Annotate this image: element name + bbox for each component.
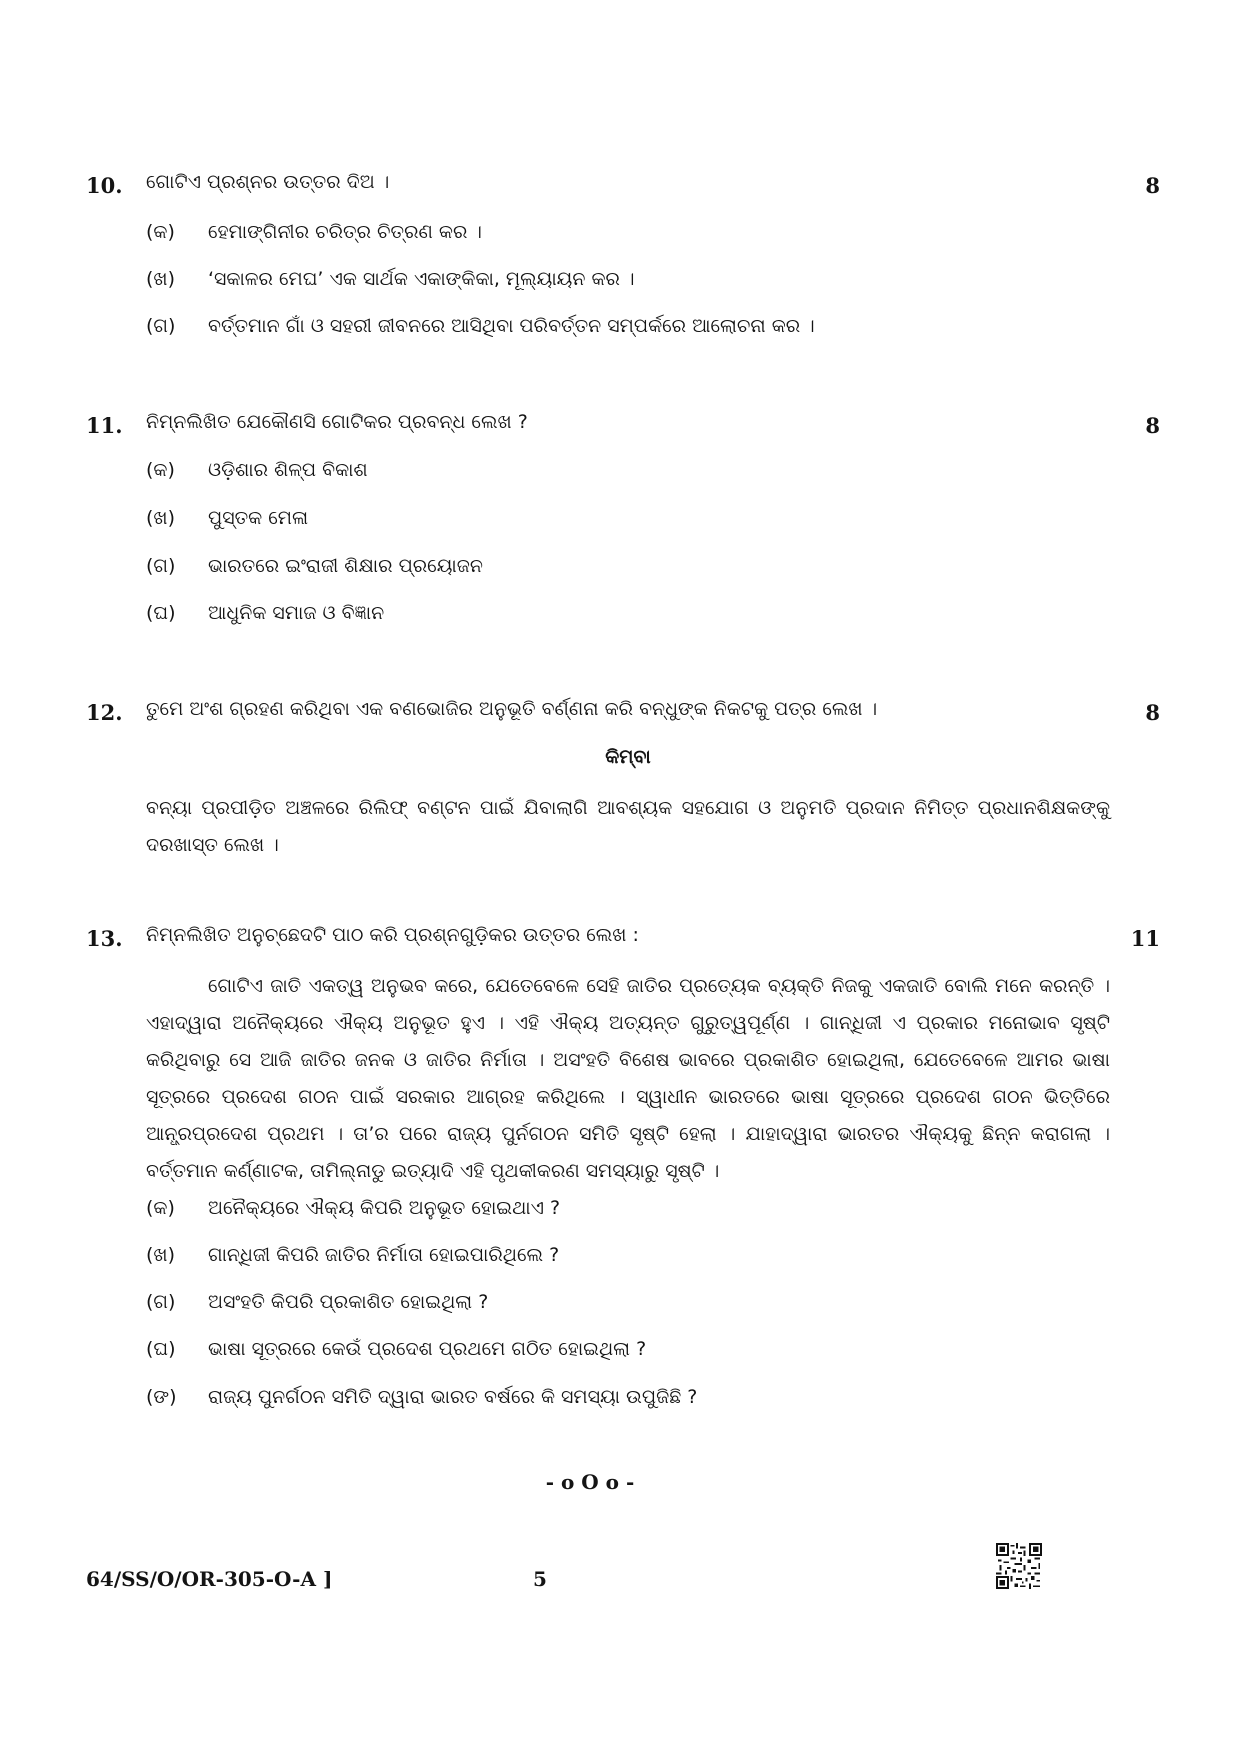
option-text: ଅନୈକ୍ୟରେ ଐକ୍ୟ କିପରି ଅନୁଭୂତ ହୋଇଥାଏ ? xyxy=(208,1197,561,1219)
q13-marks: 11 xyxy=(1130,926,1160,951)
q11-text: ନିମ୍ନଲିଖିତ ଯେକୌଣସି ଗୋଟିକର ପ୍ରବନ୍ଧ ଲେଖ ? xyxy=(146,411,528,433)
q13-number: 13. xyxy=(86,926,123,951)
q11-marks: 8 xyxy=(1145,413,1160,438)
option-label: (ଗ) xyxy=(146,555,176,577)
option-text: ହେମାଙ୍ଗିନୀର ଚରିତ୍ର ଚିତ୍ରଣ କର । xyxy=(208,221,482,243)
option-text: ବର୍ତ୍ତମାନ ଗାଁ ଓ ସହରୀ ଜୀବନରେ ଆସିଥିବା ପରିବର୍ତ୍ତନ ସମ୍ପର୍କରେ ଆଲୋଚନା କର । xyxy=(208,315,815,337)
q11-option xyxy=(146,459,368,481)
q11-option xyxy=(146,602,384,624)
q12-marks: 8 xyxy=(1145,700,1160,725)
option-text: ଓଡ଼ିଶାର ଶିଳ୍ପ ବିକାଶ xyxy=(208,459,368,481)
option-label: (ଗ) xyxy=(146,315,176,337)
q10-marks: 8 xyxy=(1145,173,1160,198)
option-text: ‘ସକାଳର ମେଘ’ ଏକ ସାର୍ଥକ ଏକାଙ୍କିକା, ମୂଲ୍ୟାୟନ କର । xyxy=(208,268,635,290)
q13-text: ନିମ୍ନଲିଖିତ ଅନୁଚ୍ଛେଦଟି ପାଠ କରି ପ୍ରଶ୍ନଗୁଡ଼ିକର ଉତ୍ତର ଲେଖ : xyxy=(146,924,639,946)
q12-alternative-text: ବନ୍ୟା ପ୍ରପୀଡ଼ିତ ଅଞ୍ଚଳରେ ରିଲିଫ୍ ବଣ୍ଟନ ପାଇଁ ଯିବାଲାଗି ଆବଶ୍ୟକ ସହଯୋଗ ଓ ଅନୁମତି ପ୍ରଦାନ ନିମିତ୍ତ ପ୍ରଧାନଶିକ୍ଷକଙ୍କୁ ଦରଖାସ୍ତ ଲେଖ । xyxy=(146,797,1110,856)
option-label: (କ) xyxy=(146,1197,175,1219)
q12-number: 12. xyxy=(86,700,123,725)
or-label: କିମ୍ବା xyxy=(605,746,651,768)
q11-number: 11. xyxy=(86,413,123,438)
page-number: 5 xyxy=(533,1567,547,1591)
q13-option xyxy=(146,1197,560,1219)
option-text: ରାଜ୍ୟ ପୁନର୍ଗଠନ ସମିତି ଦ୍ୱାରା ଭାରତ ବର୍ଷରେ କି ସମସ୍ୟା ଉପୁଜିଛି ? xyxy=(208,1386,698,1408)
q13-option xyxy=(146,1291,488,1313)
passage-text: ଗୋଟିଏ ଜାତି ଏକତ୍ୱ ଅନୁଭବ କରେ, ଯେତେବେଳେ ସେହି ଜାତିର ପ୍ରତ୍ୟେକ ବ୍ୟକ୍ତି ନିଜକୁ ଏକଜାତି ବୋଲି ମନେ କରନ୍ତି । ଏହାଦ୍ୱାରା ଅନୈକ୍ୟରେ ଐକ୍ୟ ଅନୁଭୂତ ହୁଏ । ଏହି ଐକ୍ୟ ଅତ୍ୟନ୍ତ ଗୁରୁତ୍ୱପୂର୍ଣ୍ଣ । ଗାନ୍ଧିଜୀ ଏ ପ୍ରକାର ମନୋଭାବ ସୃଷ୍ଟି କରିଥିବାରୁ ସେ ଆଜି ଜାତିର ଜନକ ଓ ଜାତିର ନିର୍ମାତା । ଅସଂହତି ବିଶେଷ ଭାବରେ ପ୍ରକାଶିତ ହୋଇଥିଲା, ଯେତେବେଳେ ଆମର ଭାଷା ସୂତ୍ରରେ ପ୍ରଦେଶ ଗଠନ ପାଇଁ ସରକାର ଆଗ୍ରହ କରିଥିଲେ । ସ୍ୱାଧୀନ ଭାରତରେ ଭାଷା ସୂତ୍ରରେ ପ୍ରଦେଶ ଗଠନ ଭିତ୍ତିରେ ଆନ୍ଧ୍ରପ୍ରଦେଶ ପ୍ରଥମ । ତା’ର ପରେ ରାଜ୍ୟ ପୁର୍ନଗଠନ ସମିତି ସୃଷ୍ଟି ହେଲା । ଯାହାଦ୍ୱାରା ଭାରତର ଐକ୍ୟକୁ ଛିନ୍ନ କରାଗଲା । ବର୍ତ୍ତମାନ କର୍ଣ୍ଣାଟକ, ତାମିଲ୍‌ନାଡୁ ଇତ୍ୟାଦି ଏହି ପୃଥକୀକରଣ ସମସ୍ୟାରୁ ସୃଷ୍ଟି । xyxy=(146,975,1110,1182)
option-label: (ଖ) xyxy=(146,507,176,529)
q11-option xyxy=(146,507,308,529)
q10-option xyxy=(146,268,635,290)
option-text: ଗାନ୍ଧିଜୀ କିପରି ଜାତିର ନିର୍ମାତା ହୋଇପାରିଥିଲେ ? xyxy=(208,1244,560,1266)
option-label: (ଖ) xyxy=(146,268,176,290)
option-label: (ଘ) xyxy=(146,1338,176,1360)
q11-option xyxy=(146,555,483,577)
q10-text: ଗୋଟିଏ ପ୍ରଶ୍ନର ଉତ୍ତର ଦିଅ । xyxy=(146,171,390,193)
option-label: (ଙ) xyxy=(146,1386,177,1408)
q13-option xyxy=(146,1338,646,1360)
option-text: ଅସଂହତି କିପରି ପ୍ରକାଶିତ ହୋଇଥିଲା ? xyxy=(208,1291,489,1313)
option-text: ପୁସ୍ତକ ମେଳା xyxy=(208,507,309,529)
option-text: ଆଧୁନିକ ସମାଜ ଓ ବିଜ୍ଞାନ xyxy=(208,602,385,624)
q13-option xyxy=(146,1386,697,1408)
end-of-paper-mark: - o O o - xyxy=(545,1470,635,1494)
q10-option xyxy=(146,221,482,243)
option-label: (କ) xyxy=(146,459,175,481)
option-text: ଭାରତରେ ଇଂରାଜୀ ଶିକ୍ଷାର ପ୍ରୟୋଜନ xyxy=(208,555,483,577)
option-label: (ଘ) xyxy=(146,602,176,624)
q10-option xyxy=(146,315,815,337)
option-text: ଭାଷା ସୂତ୍ରରେ କେଉଁ ପ୍ରଦେଶ ପ୍ରଥମେ ଗଠିତ ହୋଇଥିଲା ? xyxy=(208,1338,647,1360)
option-label: (ଗ) xyxy=(146,1291,176,1313)
qr-code-icon xyxy=(996,1543,1042,1589)
option-label: (ଖ) xyxy=(146,1244,176,1266)
q10-number: 10. xyxy=(86,173,123,198)
q12-text: ତୁମେ ଅଂଶ ଗ୍ରହଣ କରିଥିବା ଏକ ବଣଭୋଜିର ଅନୁଭୂତି ବର୍ଣ୍ଣନା କରି ବନ୍ଧୁଙ୍କ ନିକଟକୁ ପତ୍ର ଲେଖ । xyxy=(146,698,878,720)
q13-option xyxy=(146,1244,559,1266)
option-label: (କ) xyxy=(146,221,175,243)
q13-passage xyxy=(146,968,1110,1190)
paper-code: 64/SS/O/OR-305-O-A ] xyxy=(86,1567,333,1591)
